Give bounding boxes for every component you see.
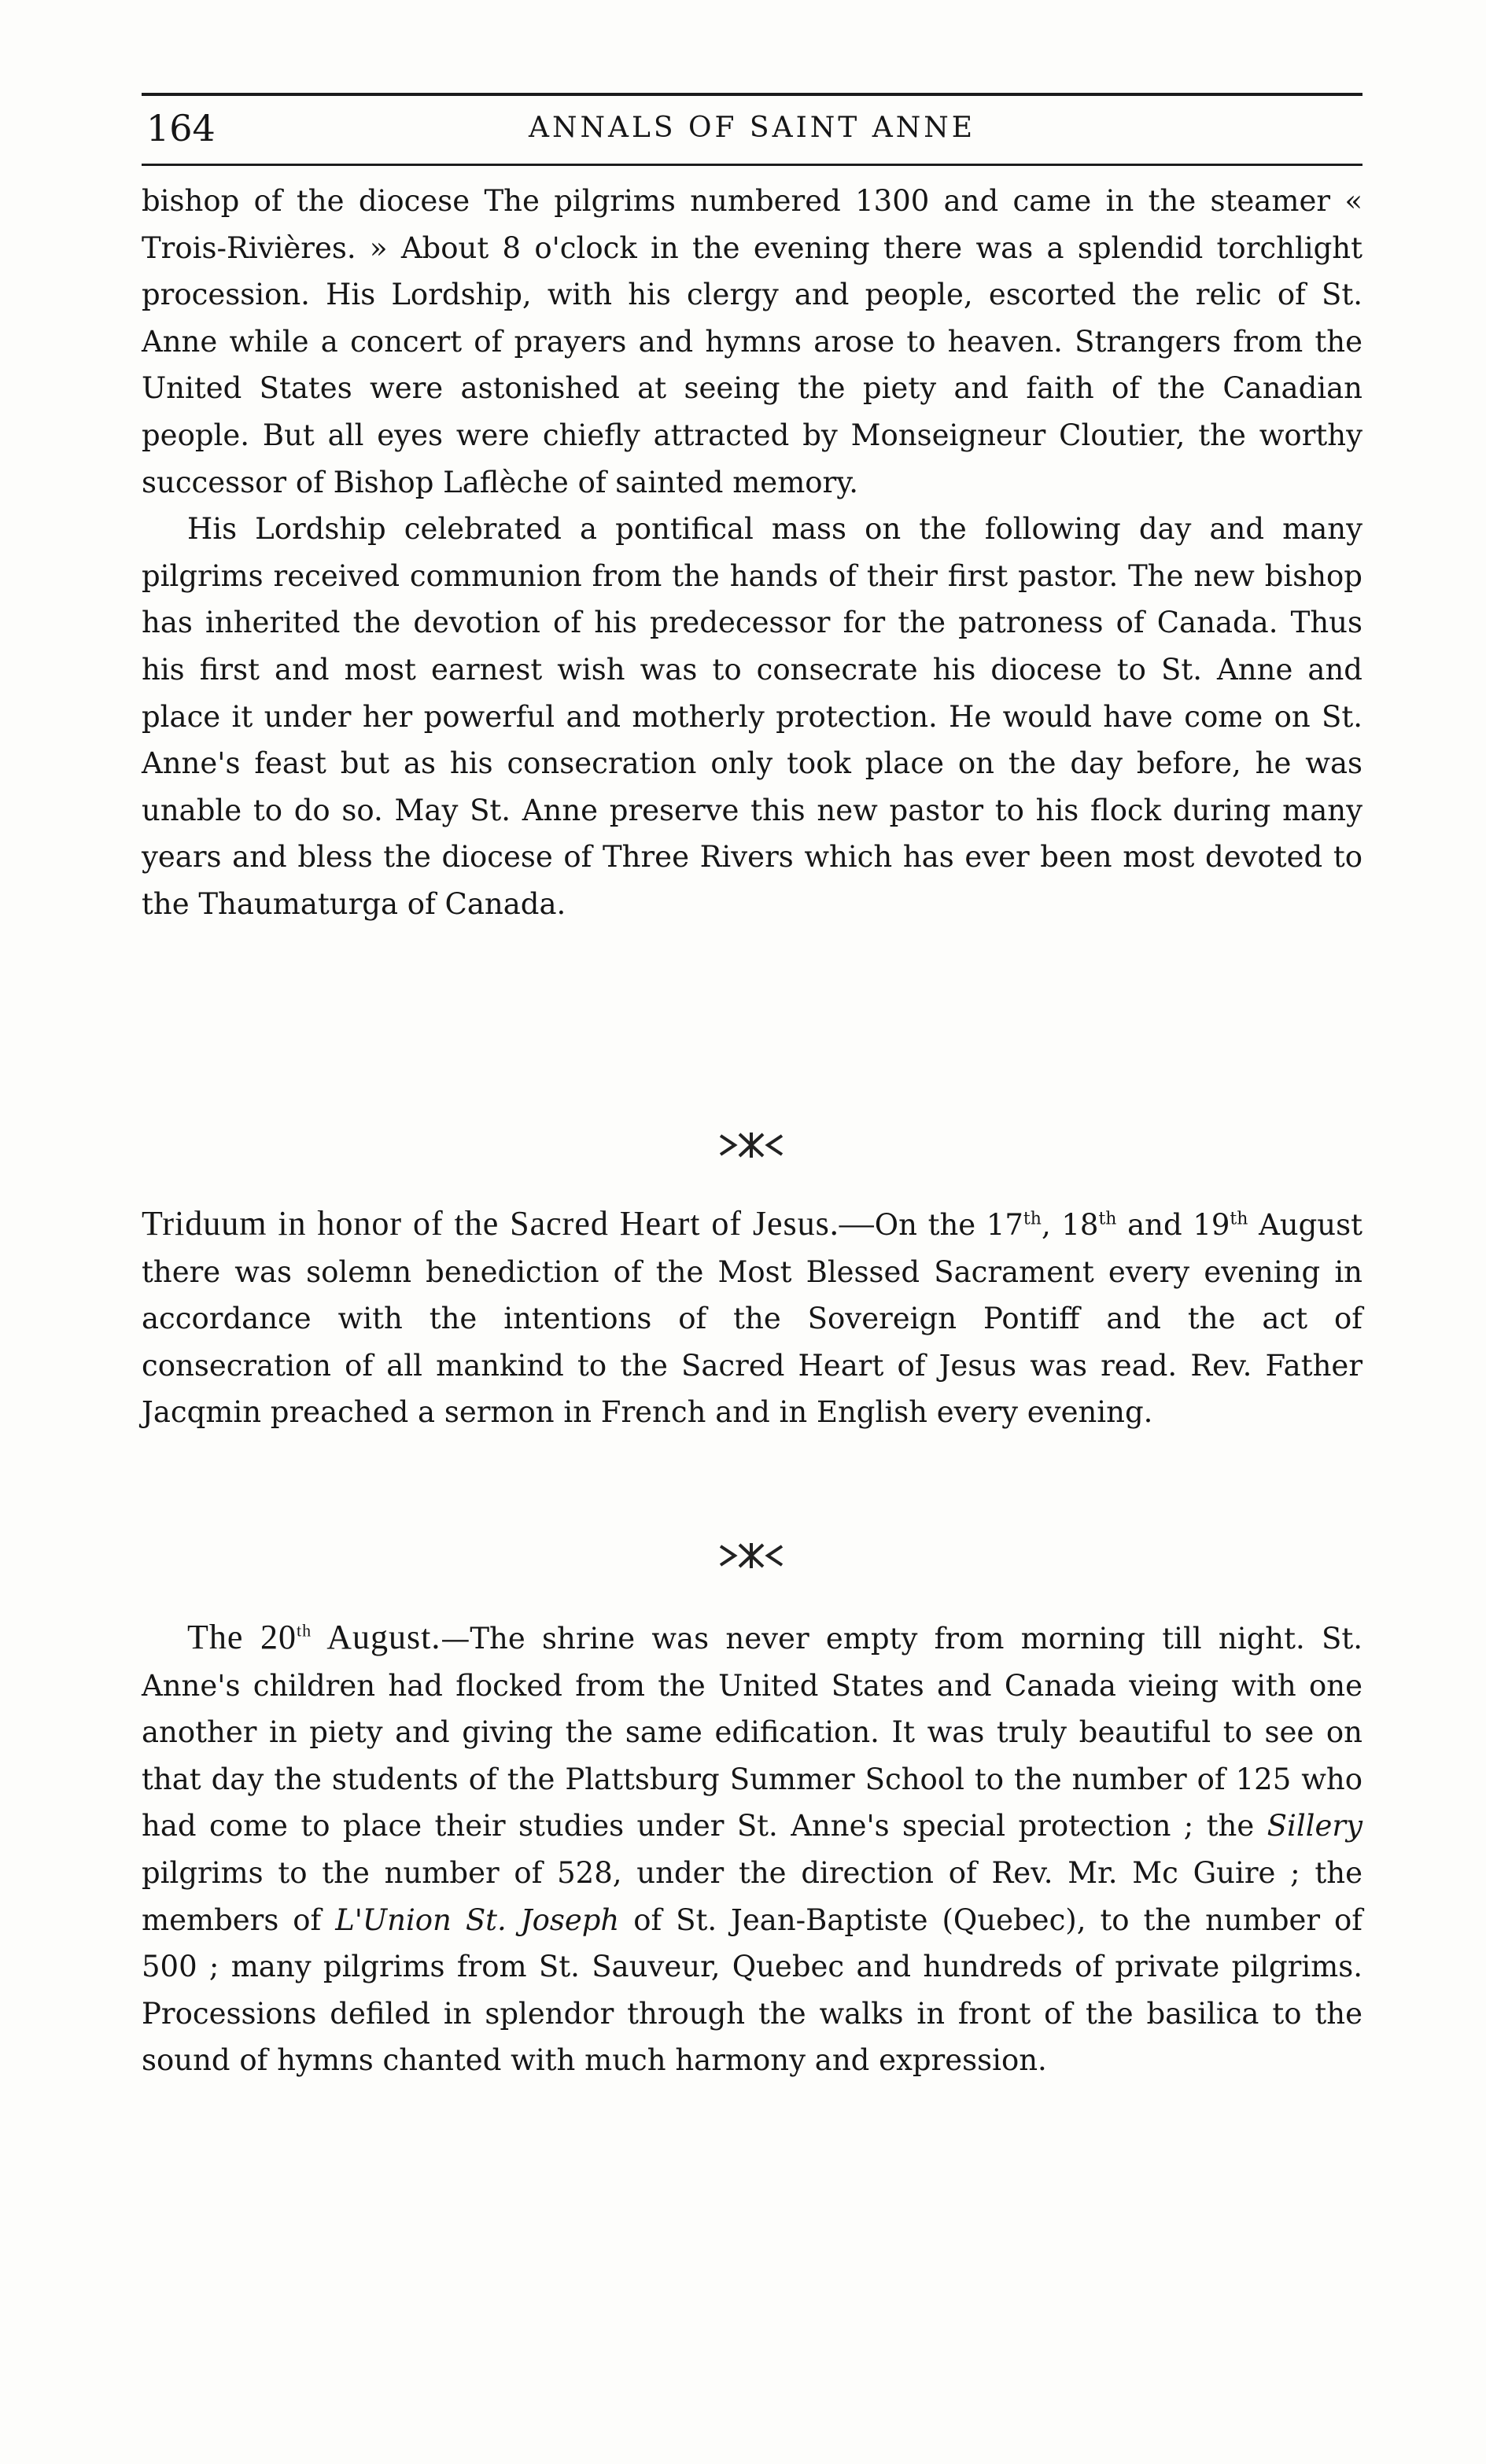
- triduum-text-mid: , 18: [1041, 1208, 1099, 1242]
- august-text-a: —The shrine was never empty from morning till night. St. Anne's children had flocked from the United States and Canada vieing with one another in piety and giving the same edification. It was truly beautiful to see on that day the students of the Plattsburg Summer School to the number of 125 who had come to place their studies under St. Anne's special protection ; the: [142, 1622, 1363, 1843]
- august-heading-text: August.: [312, 1618, 441, 1656]
- august-text-b: pilgrims to the number of 528, under the direction of Rev. Mr. Mc Guire ; the members of: [142, 1855, 1362, 1937]
- ordinal-suffix: th: [1098, 1209, 1117, 1229]
- ordinal-suffix: th: [1230, 1209, 1248, 1229]
- union-st-joseph-italic: L'Union St. Joseph: [335, 1902, 620, 1937]
- ornament-icon: [692, 1540, 810, 1575]
- august-heading: [187, 1618, 441, 1656]
- triduum-text-lead: On the 17: [874, 1208, 1023, 1242]
- running-title: ANNALS OF SAINT ANNE: [528, 112, 976, 144]
- sillery-italic: Sillery: [1267, 1809, 1362, 1843]
- august-heading-text: The 20: [187, 1618, 297, 1656]
- page-number: 164: [146, 107, 216, 149]
- ordinal-suffix: th: [296, 1620, 312, 1641]
- triduum-section: [142, 1200, 1362, 1436]
- triduum-text-rest: August there was solemn benediction of the Most Blessed Sacrament every evening in accordance with the intentions of the Sovereign Pontiff and the act of consecration of all mankind to the Sacred Heart of Jesus was read. Rev. Father Jacqmin preached a sermon in French and in English every evening.: [142, 1208, 1362, 1430]
- august-section: [142, 1614, 1362, 2084]
- triduum-heading: Triduum in honor of the Sacred Heart of Jesus.—: [142, 1204, 875, 1243]
- header-rule-top: [142, 93, 1362, 96]
- header-rule-bottom: [142, 164, 1362, 166]
- ordinal-suffix: th: [1023, 1209, 1042, 1229]
- august-text-c: of St. Jean-Baptiste (Quebec), to the number of 500 ; many pilgrims from St. Sauveur, Quebec and hundreds of private pilgrims. Processions defiled in splendor through the walks in front of the basilica to the sound of hymns chanted with much harmony and expression.: [142, 1902, 1362, 2078]
- paragraph-pontifical-mass: His Lordship celebrated a pontifical mass on the following day and many pilgrims received communion from the hands of their first pastor. The new bishop has inherited the devotion of his predecessor for the patroness of Canada. Thus his first and most earnest wish was to consecrate his diocese to St. Anne and place it under her powerful and motherly protection. He would have come on St. Anne's feast but as his consecration only took place on the day before, he was unable to do so. May St. Anne preserve this new pastor to his flock during many years and bless the diocese of Three Rivers which has ever been most devoted to the Thaumaturga of Canada.: [142, 512, 1362, 921]
- paragraph-pilgrimage: bishop of the diocese The pilgrims numbered 1300 and came in the steamer « Trois-Rivières. » About 8 o'clock in the evening there was a splendid torchlight procession. His Lordship, with his clergy and people, escorted the relic of St. Anne while a concert of prayers and hymns arose to heaven. Strangers from the United States were astonished at seeing the piety and faith of the Canadian people. But all eyes were chiefly attracted by Monseigneur Cloutier, the worthy successor of Bishop Laflèche of sainted memory.: [142, 184, 1362, 499]
- ornament-icon: [692, 1129, 810, 1164]
- triduum-text-mid: and 19: [1116, 1208, 1230, 1242]
- body-text-top: [142, 178, 1362, 928]
